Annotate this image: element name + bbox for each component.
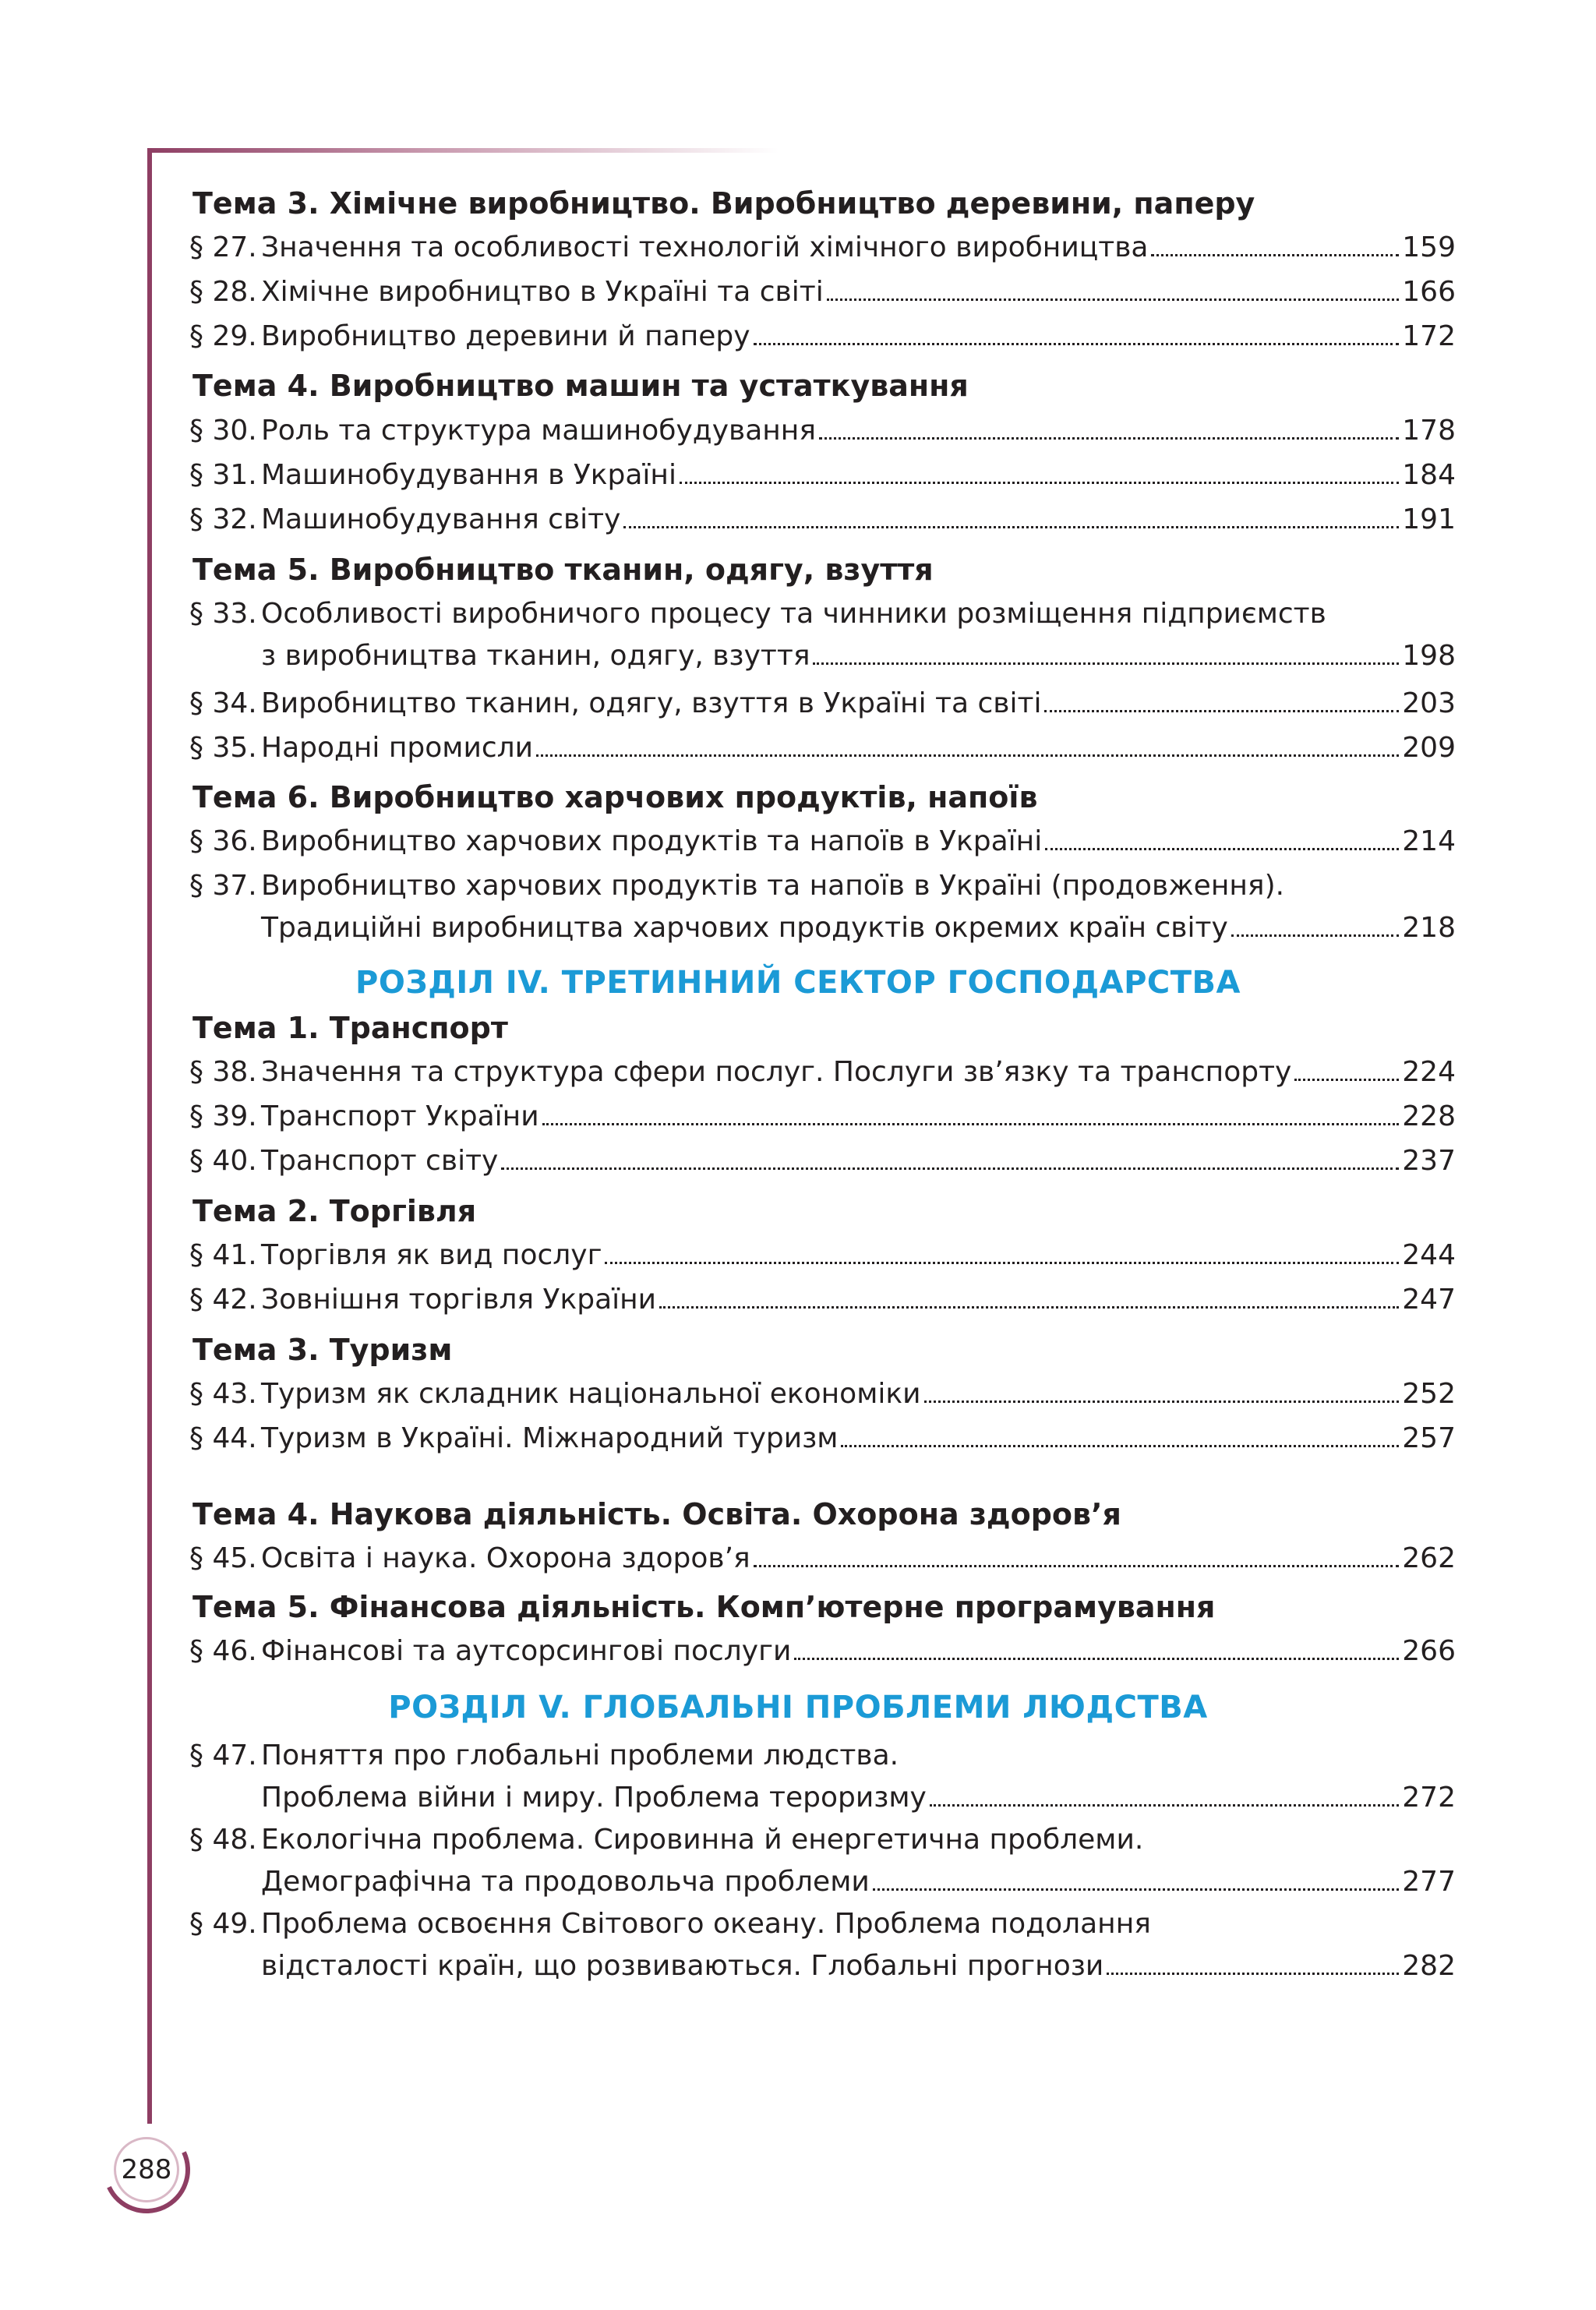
topic-heading: Тема 1. Транспорт [192,1011,508,1045]
dot-leader [827,277,1400,301]
entry-title: Хімічне виробництво в Україні та світі [261,276,824,308]
toc-entry[interactable] [189,1421,1456,1463]
entry-page: 172 [1402,320,1456,352]
entry-title: Значення та структура сфери послуг. Послуги зв’язку та транспорту [261,1056,1292,1088]
entry-page: 159 [1402,231,1456,263]
entry-page: 282 [1402,1950,1456,1982]
toc-entry[interactable] [189,824,1456,866]
entry-number: § 30. [189,415,257,447]
entry-page: 277 [1402,1866,1456,1898]
entry-title: Освіта і наука. Охорона здоров’я [261,1542,750,1574]
toc-entry[interactable] [189,1634,1456,1676]
entry-number: § 49. [189,1908,257,1940]
toc-entry[interactable] [189,596,1456,680]
decorative-top-rule [147,148,779,153]
entry-page: 184 [1402,459,1456,491]
entry-page: 228 [1402,1100,1456,1132]
dot-leader [841,1423,1399,1447]
entry-number: § 33. [189,598,257,630]
toc-entry[interactable] [189,1906,1456,1990]
topic-heading: Тема 4. Наукова діяльність. Освіта. Охорона здоров’я [192,1497,1121,1531]
entry-page: 266 [1402,1635,1456,1667]
dot-leader [542,1101,1400,1125]
entry-number: § 37. [189,870,257,902]
toc-entry[interactable] [189,1738,1456,1822]
entry-page: 214 [1402,825,1456,857]
dot-leader [1231,913,1400,937]
toc-entry[interactable] [189,457,1456,500]
entry-title: Туризм в Україні. Міжнародний туризм [261,1422,839,1454]
entry-title: Народні промисли [261,732,534,764]
entry-number: § 45. [189,1542,257,1574]
entry-number: § 32. [189,503,257,535]
entry-number: § 35. [189,732,257,764]
entry-title: Демографічна та продовольча проблеми [261,1866,870,1898]
toc-entry[interactable] [189,230,1456,272]
entry-page: 191 [1402,503,1456,535]
entry-title: Торгівля як вид послуг [261,1239,602,1271]
entry-title: Фінансові та аутсорсингові послуги [261,1635,792,1667]
dot-leader [1294,1057,1399,1081]
entry-number: § 28. [189,276,257,308]
entry-page: 203 [1402,687,1456,719]
entry-title: відсталості країн, що розвиваються. Глобальні прогнози [261,1950,1104,1982]
toc-entry[interactable] [189,319,1456,361]
toc-entry[interactable] [189,1143,1456,1185]
toc-entry[interactable] [189,730,1456,772]
dot-leader [754,321,1400,345]
dot-leader [754,1543,1400,1567]
entry-number: § 41. [189,1239,257,1271]
dot-leader [1107,1951,1399,1975]
entry-page: 247 [1402,1284,1456,1316]
entry-title: Виробництво харчових продуктів та напоїв в Україні (продовження). [261,870,1285,902]
entry-number: § 47. [189,1740,257,1771]
entry-number: § 40. [189,1145,257,1177]
toc-entry[interactable] [189,274,1456,316]
topic-heading: Тема 6. Виробництво харчових продуктів, напоїв [192,780,1038,814]
entry-page: 166 [1402,276,1456,308]
entry-title: Зовнішня торгівля України [261,1284,657,1316]
entry-title: Роль та структура машинобудування [261,415,817,447]
entry-page: 218 [1402,912,1456,944]
entry-title: з виробництва тканин, одягу, взуття [261,640,810,672]
dot-leader [924,1379,1400,1403]
entry-title: Машинобудування в Україні [261,459,676,491]
entry-page: 209 [1402,732,1456,764]
dot-leader [930,1782,1399,1807]
entry-title: Традиційні виробництва харчових продуктів окремих країн світу [261,912,1228,944]
topic-heading: Тема 3. Хімічне виробництво. Виробництво деревини, паперу [192,186,1255,221]
entry-number: § 43. [189,1378,257,1410]
entry-number: § 48. [189,1824,257,1856]
entry-number: § 27. [189,231,257,263]
entry-page: 237 [1402,1145,1456,1177]
entry-number: § 38. [189,1056,257,1088]
topic-heading: Тема 5. Фінансова діяльність. Комп’ютерне програмування [192,1590,1216,1624]
topic-heading: Тема 4. Виробництво машин та устаткування [192,369,969,403]
toc-entry[interactable] [189,413,1456,455]
dot-leader [1044,688,1399,712]
toc-entry[interactable] [189,1238,1456,1280]
dot-leader [605,1240,1399,1264]
entry-title: Машинобудування світу [261,503,621,535]
topic-heading: Тема 3. Туризм [192,1333,453,1367]
toc-entry[interactable] [189,1541,1456,1583]
entry-page: 224 [1402,1056,1456,1088]
entry-number: § 46. [189,1635,257,1667]
toc-entry[interactable] [189,1099,1456,1141]
topic-heading: Тема 5. Виробництво тканин, одягу, взуття [192,553,934,587]
dot-leader [680,460,1399,484]
dot-leader [536,733,1399,757]
toc-entry[interactable] [189,686,1456,728]
entry-page: 252 [1402,1378,1456,1410]
entry-title: Виробництво тканин, одягу, взуття в Україні та світі [261,687,1042,719]
entry-page: 198 [1402,640,1456,672]
dot-leader [794,1636,1399,1660]
dot-leader [1045,826,1399,850]
page-number: 288 [121,2154,172,2185]
entry-title: Транспорт України [261,1100,539,1132]
toc-entry[interactable] [189,502,1456,544]
toc-entry[interactable] [189,868,1456,952]
entry-title: Транспорт світу [261,1145,499,1177]
entry-title: Проблема освоєння Світового океану. Проблема подолання [261,1908,1151,1940]
entry-number: § 44. [189,1422,257,1454]
toc-entry[interactable] [189,1822,1456,1906]
entry-title: Виробництво деревини й паперу [261,320,750,352]
entry-number: § 34. [189,687,257,719]
dot-leader [813,641,1399,665]
dot-leader [659,1284,1399,1309]
entry-number: § 42. [189,1284,257,1316]
dot-leader [623,504,1399,528]
dot-leader [1151,232,1399,256]
entry-page: 257 [1402,1422,1456,1454]
entry-title: Виробництво харчових продуктів та напоїв в Україні [261,825,1043,857]
dot-leader [501,1146,1399,1170]
entry-page: 178 [1402,415,1456,447]
entry-page: 244 [1402,1239,1456,1271]
entry-title: Туризм як складник національної економіки [261,1378,921,1410]
entry-title: Екологічна проблема. Сировинна й енергетична проблеми. [261,1824,1144,1856]
dot-leader [873,1867,1400,1891]
dot-leader [819,415,1399,440]
entry-number: § 36. [189,825,257,857]
toc-entry[interactable] [189,1376,1456,1418]
toc-entry[interactable] [189,1054,1456,1097]
entry-page: 272 [1402,1782,1456,1814]
entry-number: § 29. [189,320,257,352]
entry-number: § 31. [189,459,257,491]
entry-title: Поняття про глобальні проблеми людства. [261,1740,899,1771]
entry-title: Значення та особливості технологій хімічного виробництва [261,231,1149,263]
toc-entry[interactable] [189,1282,1456,1324]
section-heading: РОЗДІЛ IV. ТРЕТИННИЙ СЕКТОР ГОСПОДАРСТВА [355,965,1241,1001]
entry-title: Особливості виробничого процесу та чинники розміщення підприємств [261,598,1326,630]
entry-number: § 39. [189,1100,257,1132]
decorative-side-rule [147,148,152,2124]
section-heading: РОЗДІЛ V. ГЛОБАЛЬНІ ПРОБЛЕМИ ЛЮДСТВА [388,1690,1208,1725]
entry-title: Проблема війни і миру. Проблема тероризму [261,1782,927,1814]
topic-heading: Тема 2. Торгівля [192,1194,477,1228]
entry-page: 262 [1402,1542,1456,1574]
